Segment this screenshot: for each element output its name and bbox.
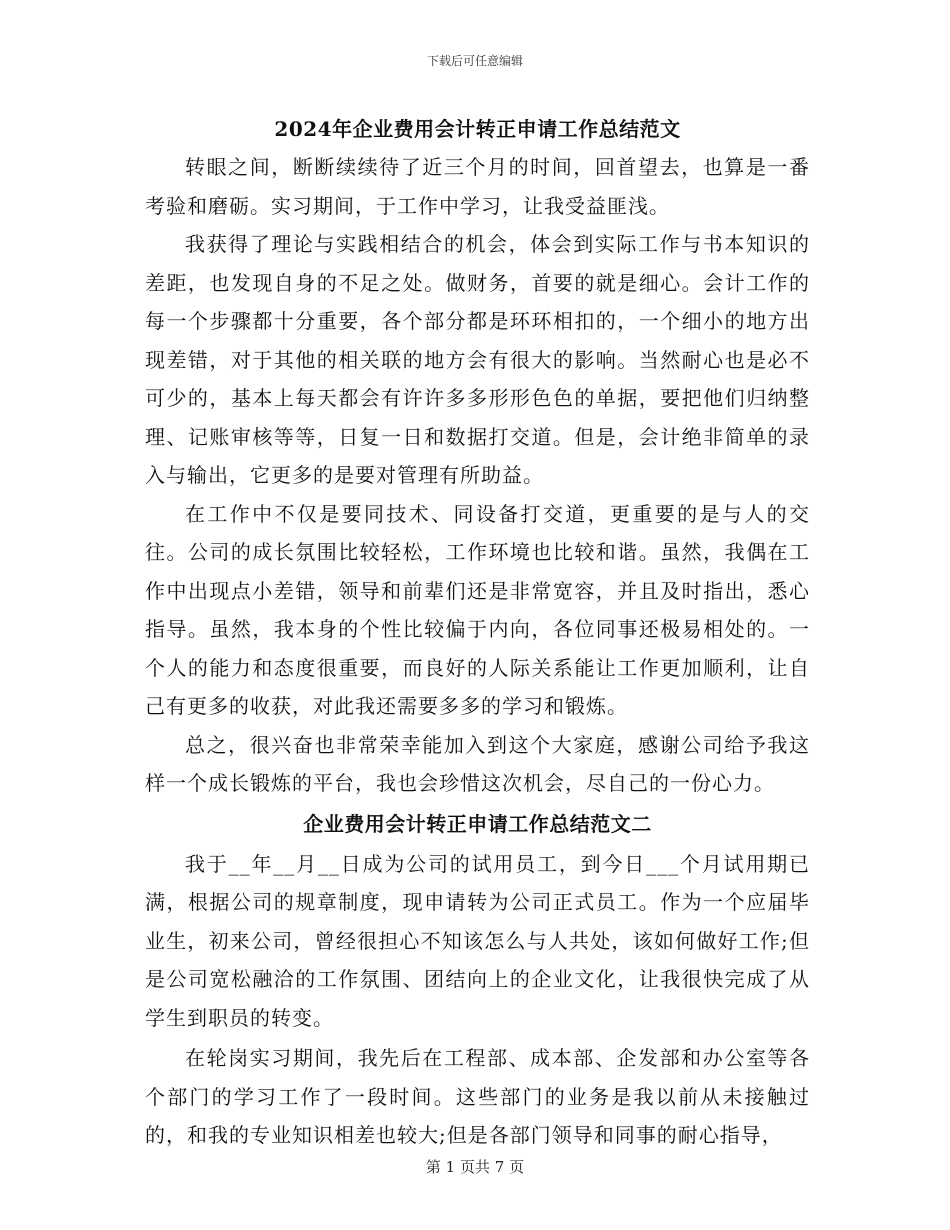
document-body [145, 112, 810, 1155]
section-title: 企业费用会计转正申请工作总结范文二 [303, 811, 652, 836]
page-header: 下载后可任意编辑 [426, 54, 523, 68]
paragraph: 转眼之间，断断续续待了近三个月的时间，回首望去，也算是一番考验和磨砺。实习期间，于工作中学习，让我受益匪浅。 [145, 155, 810, 218]
paragraph: 在工作中不仅是要同技术、同设备打交道，更重要的是与人的交往。公司的成长氛围比较轻松，工作环境也比较和谐。虽然，我偶在工作中出现点小差错，领导和前辈们还是非常宽容，并且及时指出，悉心指导。虽然，我本身的个性比较偏于内向，各位同事还极易相处的。一个人的能力和态度很重要，而良好的人际关系能让工作更加顺利，让自己有更多的收获，对此我还需要多多的学习和锻炼。 [145, 501, 810, 718]
page-footer: 第 1 页共 7 页 [425, 1158, 525, 1176]
document-title: 2024年企业费用会计转正申请工作总结范文 [274, 117, 681, 141]
paragraph: 在轮岗实习期间，我先后在工程部、成本部、企发部和办公室等各个部门的学习工作了一段时间。这些部门的业务是我以前从未接触过的，和我的专业知识相差也较大;但是各部门领导和同事的耐心指导， [145, 1046, 810, 1147]
paragraph: 我于__年__月__日成为公司的试用员工，到今日___个月试用期已满，根据公司的规章制度，现申请转为公司正式员工。作为一个应届毕业生，初来公司，曾经很担心不知该怎么与人共处，该如何做好工作;但是公司宽松融洽的工作氛围、团结向上的企业文化，让我很快完成了从学生到职员的转变。 [145, 851, 810, 1030]
paragraph: 我获得了理论与实践相结合的机会，体会到实际工作与书本知识的差距，也发现自身的不足之处。做财务，首要的就是细心。会计工作的每一个步骤都十分重要，各个部分都是环环相扣的，一个细小的地方出现差错，对于其他的相关联的地方会有很大的影响。当然耐心也是必不可少的，基本上每天都会有许许多多形形色色的单据，要把他们归纳整理、记账审核等等，日复一日和数据打交道。但是，会计绝非简单的录入与输出，它更多的是要对管理有所助益。 [145, 232, 810, 487]
paragraph: 总之，很兴奋也非常荣幸能加入到这个大家庭，感谢公司给予我这样一个成长锻炼的平台，我也会珍惜这次机会，尽自己的一份心力。 [145, 732, 810, 795]
